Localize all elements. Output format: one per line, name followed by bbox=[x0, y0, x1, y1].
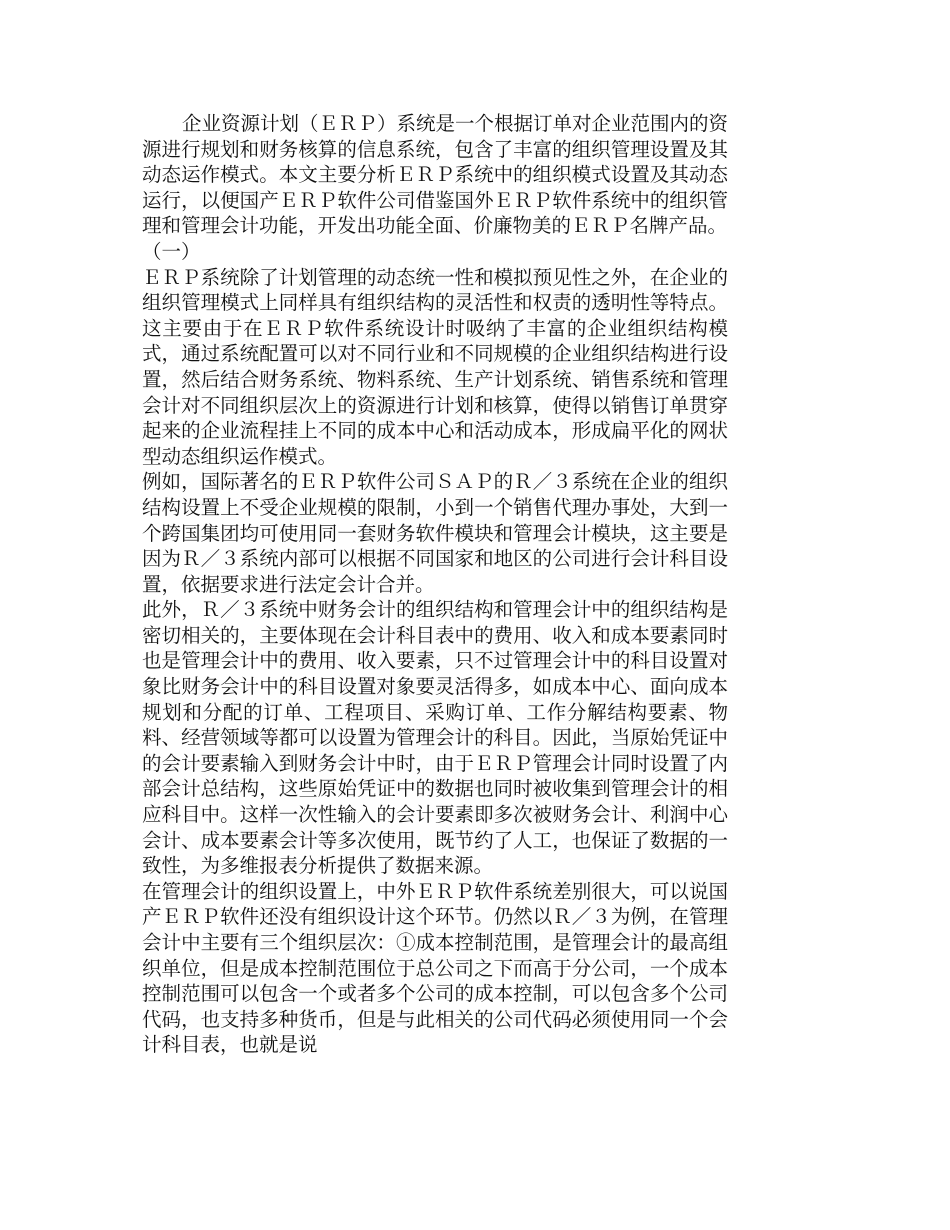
document-body bbox=[142, 111, 728, 1058]
body-paragraph-1: ＥＲＰ系统除了计划管理的动态统一性和模拟预见性之外，在企业的组织管理模式上同样具有组织结构的灵活性和权责的透明性等特点。这主要由于在ＥＲＰ软件系统设计时吸纳了丰富的企业组织结构模式，通过系统配置可以对不同行业和不同规模的企业组织结构进行设置，然后结合财务系统、物料系统、生产计划系统、销售系统和管理会计对不同组织层次上的资源进行计划和核算，使得以销售订单贯穿起来的企业流程挂上不同的成本中心和活动成本，形成扁平化的网状型动态组织运作模式。 bbox=[142, 265, 728, 468]
body-paragraph-2: 例如，国际著名的ＥＲＰ软件公司ＳＡＰ的Ｒ／３系统在企业的组织结构设置上不受企业规模的限制，小到一个销售代理办事处，大到一个跨国集团均可使用同一套财务软件模块和管理会计模块，这主要是因为Ｒ／３系统内部可以根据不同国家和地区的公司进行会计科目设置，依据要求进行法定会计合并。 bbox=[142, 470, 728, 596]
body-paragraph-3: 此外，Ｒ／３系统中财务会计的组织结构和管理会计中的组织结构是密切相关的，主要体现在会计科目表中的费用、收入和成本要素同时也是管理会计中的费用、收入要素，只不过管理会计中的科目设置对象比财务会计中的科目设置对象要灵活得多，如成本中心、面向成本规划和分配的订单、工程项目、采购订单、工作分解结构要素、物料、经营领域等都可以设置为管理会计的科目。因此，当原始凭证中的会计要素输入到财务会计中时，由于ＥＲＰ管理会计同时设置了内部会计总结构，这些原始凭证中的数据也同时被收集到管理会计的相应科目中。这样一次性输入的会计要素即多次被财务会计、利润中心会计、成本要素会计等多次使用，既节约了人工，也保证了数据的一致性，为多维报表分析提供了数据来源。 bbox=[142, 598, 728, 878]
intro-paragraph: 企业资源计划（ＥＲＰ）系统是一个根据订单对企业范围内的资源进行规划和财务核算的信息系统，包含了丰富的组织管理设置及其动态运作模式。本文主要分析ＥＲＰ系统中的组织模式设置及其动态运行，以便国产ＥＲＰ软件公司借鉴国外ＥＲＰ软件系统中的组织管理和管理会计功能，开发出功能全面、价廉物美的ＥＲＰ名牌产品。 bbox=[142, 112, 728, 238]
body-paragraph-4: 在管理会计的组织设置上，中外ＥＲＰ软件系统差别很大，可以说国产ＥＲＰ软件还没有组织设计这个环节。仍然以Ｒ／３为例，在管理会计中主要有三个组织层次：①成本控制范围，是管理会计的最高组织单位，但是成本控制范围位于总公司之下而高于分公司，一个成本控制范围可以包含一个或者多个公司的成本控制，可以包含多个公司代码，也支持多种货币，但是与此相关的公司代码必须使用同一个会计科目表，也就是说 bbox=[142, 879, 728, 1057]
section-heading: （一） bbox=[142, 239, 201, 263]
